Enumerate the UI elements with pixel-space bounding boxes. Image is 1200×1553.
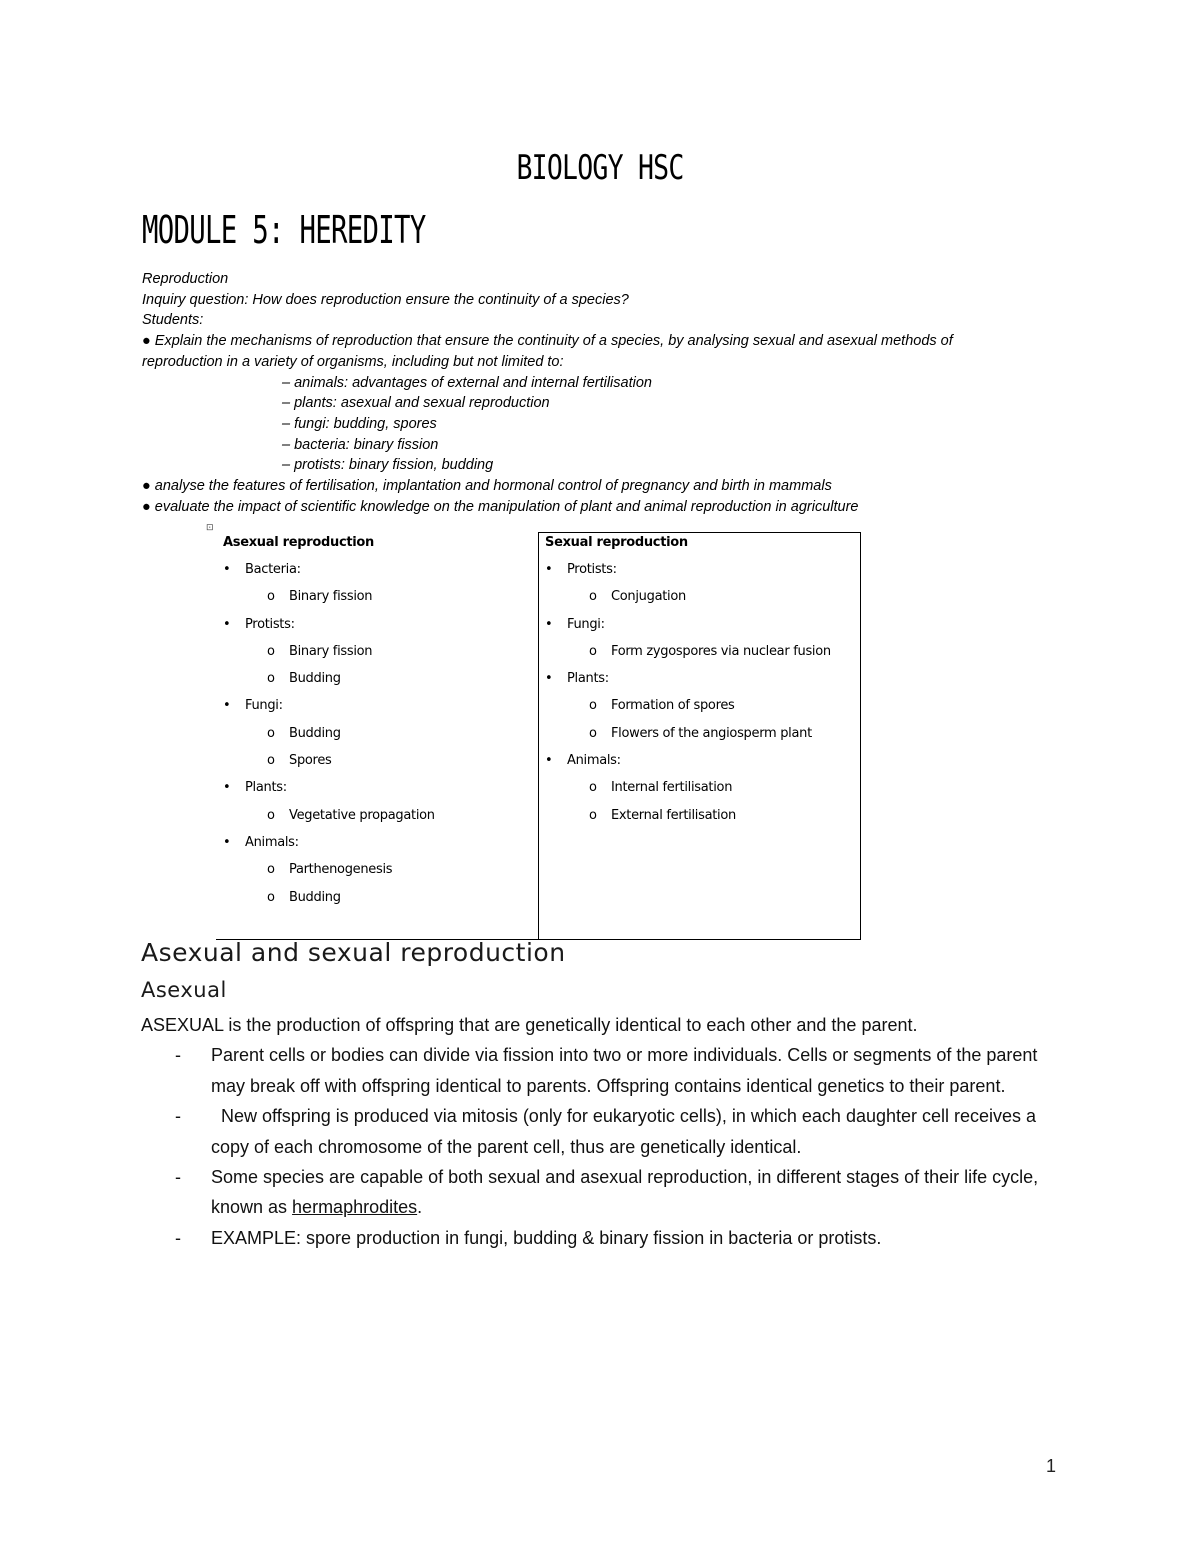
bullet-marker: • [223, 834, 231, 850]
circle-marker: o [267, 643, 275, 659]
bullet-marker: • [223, 562, 231, 577]
asexual-table-item [223, 671, 435, 698]
reproduction-table [216, 532, 860, 939]
dash-marker: - [175, 1227, 181, 1248]
asexual-table-item [223, 726, 435, 753]
sexual-column [545, 535, 831, 835]
table-border [538, 532, 539, 939]
circle-marker: o [267, 862, 275, 878]
outcome-sub-item: – plants: asexual and sexual reproduction [282, 395, 550, 412]
module-heading: MODULE 5: HEREDITY [142, 208, 426, 252]
sexual-table-item [545, 644, 831, 671]
table-item-text: Binary fission [289, 589, 373, 605]
table-item-text: Bacteria: [245, 562, 301, 577]
sexual-table-item [545, 780, 831, 807]
asexual-table-item [223, 890, 435, 917]
asexual-definition: ASEXUAL is the production of offspring that are genetically identical to each other and the parent. [141, 1015, 918, 1035]
sexual-table-item [545, 589, 831, 616]
outcome-1-line-a: ● Explain the mechanisms of reproduction that ensure the continuity of a species, by analysing sexual and asexual methods of [142, 333, 953, 350]
asexual-table-item [223, 862, 435, 889]
table-item-text: Binary fission [289, 643, 373, 659]
table-item-text: Conjugation [611, 589, 686, 605]
sexual-table-item [545, 671, 831, 698]
table-item-text: Internal fertilisation [611, 780, 733, 796]
bullet-marker: • [223, 616, 231, 632]
circle-marker: o [589, 698, 597, 714]
dash-marker: - [175, 1106, 181, 1127]
circle-marker: o [589, 780, 597, 796]
sexual-table-item [545, 808, 831, 835]
table-item-text: Budding [289, 671, 341, 687]
asexual-table-item [223, 808, 435, 835]
circle-marker: o [267, 671, 275, 687]
document-title: BIOLOGY HSC [516, 148, 684, 188]
list-item-text: New offspring is produced via mitosis (only for eukaryotic cells), in which each daughter cell receives a copy of each chromosome of the parent cell, thus are genetically identical. [211, 1106, 1042, 1157]
outcome-1-line-b: reproduction in a variety of organisms, including but not limited to: [142, 353, 564, 370]
outcome-2: ● analyse the features of fertilisation, implantation and hormonal control of pregnancy and birth in mammals [142, 478, 832, 495]
asexual-column [223, 535, 435, 917]
table-item-text: Fungi: [567, 616, 605, 632]
asexual-table-item [223, 562, 435, 589]
asexual-table-item [223, 780, 435, 807]
table-border [860, 532, 861, 940]
asexual-table-item [223, 589, 435, 616]
syllabus-topic: Reproduction [142, 271, 229, 287]
table-item-text: Animals: [567, 753, 621, 769]
list-item [141, 1223, 1071, 1253]
asexual-table-item [223, 644, 435, 671]
bullet-marker: • [223, 780, 231, 796]
dash-marker: - [175, 1045, 181, 1066]
circle-marker: o [267, 889, 275, 905]
bullet-marker: • [545, 616, 553, 632]
dash-marker: - [175, 1167, 181, 1188]
asexual-table-item [223, 617, 435, 644]
circle-marker: o [267, 589, 275, 605]
table-item-text: Animals: [245, 834, 299, 850]
asexual-points [141, 1040, 1071, 1253]
table-move-handle-icon[interactable]: ⊡ [206, 522, 214, 532]
circle-marker: o [267, 807, 275, 823]
bullet-marker: • [545, 562, 553, 577]
table-item-text: Spores [289, 753, 332, 769]
circle-marker: o [267, 753, 275, 769]
table-item-text: Flowers of the angiosperm plant [611, 725, 812, 741]
table-item-text: Vegetative propagation [289, 807, 435, 823]
list-item-text: Parent cells or bodies can divide via fission into two or more individuals. Cells or segments of the parent may break off with offspring identical to parents. Offspring contains identical genetics to their parent. [211, 1045, 1038, 1096]
bullet-marker: • [223, 698, 231, 714]
outcome-sub-item: – animals: advantages of external and internal fertilisation [282, 374, 652, 391]
hermaphrodites-term: hermaphrodites [292, 1197, 418, 1218]
list-item [141, 1162, 1071, 1223]
table-item-text: Budding [289, 725, 341, 741]
table-item-text: Plants: [245, 780, 287, 796]
table-item-text: Fungi: [245, 698, 283, 714]
circle-marker: o [589, 643, 597, 659]
bullet-marker: • [545, 671, 553, 687]
asexual-column-header: Asexual reproduction [223, 535, 375, 550]
page-number: 1 [1046, 1456, 1057, 1476]
table-item-text: Protists: [567, 562, 617, 577]
circle-marker: o [589, 807, 597, 823]
list-item [141, 1040, 1071, 1101]
asexual-table-item [223, 698, 435, 725]
students-label: Students: [142, 312, 204, 329]
section-heading: Asexual and sexual reproduction [141, 938, 566, 967]
inquiry-question: Inquiry question: How does reproduction ensure the continuity of a species? [142, 291, 629, 308]
list-item [141, 1101, 1071, 1162]
section-subheading: Asexual [141, 978, 227, 1002]
outcome-sub-item: – bacteria: binary fission [282, 436, 439, 453]
table-border [538, 532, 860, 533]
table-item-text: Parthenogenesis [289, 862, 393, 878]
outcome-sub-item: – fungi: budding, spores [282, 415, 437, 432]
sexual-table-item [545, 617, 831, 644]
outcome-3: ● evaluate the impact of scientific knowledge on the manipulation of plant and animal reproduction in agriculture [142, 498, 859, 515]
sexual-table-item [545, 562, 831, 589]
asexual-table-item [223, 753, 435, 780]
sexual-column-header: Sexual reproduction [545, 535, 688, 550]
circle-marker: o [267, 725, 275, 741]
circle-marker: o [589, 725, 597, 741]
section-body [141, 1010, 1071, 1253]
list-item-text: Some species are capable of both sexual and asexual reproduction, in different stages of their life cycle, known as [211, 1167, 1039, 1218]
table-item-text: Protists: [245, 616, 295, 632]
table-item-text: Budding [289, 889, 341, 905]
asexual-table-item [223, 835, 435, 862]
sexual-table-item [545, 753, 831, 780]
sexual-table-item [545, 726, 831, 753]
list-item-text: EXAMPLE: spore production in fungi, budding & binary fission in bacteria or protists. [211, 1227, 882, 1248]
table-item-text: External fertilisation [611, 807, 736, 823]
table-item-text: Form zygospores via nuclear fusion [611, 643, 831, 659]
table-item-text: Formation of spores [611, 698, 735, 714]
circle-marker: o [589, 589, 597, 605]
outcome-sub-item: – protists: binary fission, budding [282, 457, 494, 474]
sexual-table-item [545, 698, 831, 725]
table-item-text: Plants: [567, 671, 609, 687]
list-item-text: . [417, 1197, 423, 1218]
bullet-marker: • [545, 753, 553, 769]
syllabus-block [142, 269, 1042, 517]
